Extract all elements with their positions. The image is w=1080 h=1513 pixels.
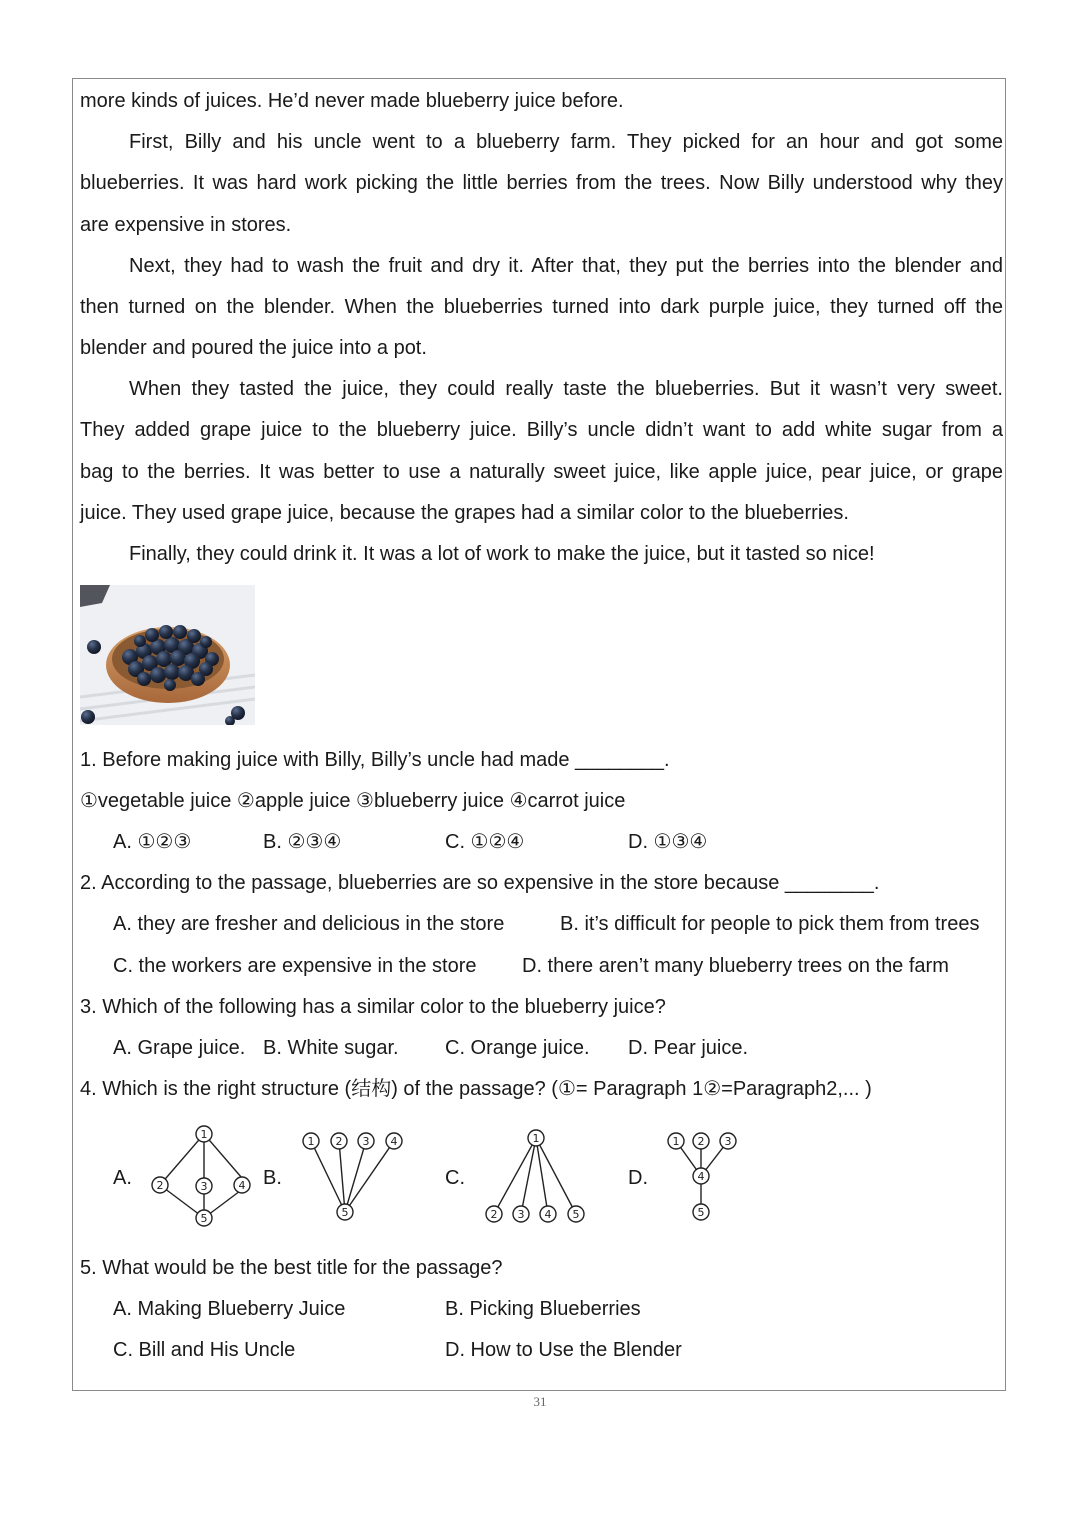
node-label: 4 bbox=[390, 1135, 398, 1148]
node-label: 1 bbox=[532, 1132, 540, 1145]
node-label: 2 bbox=[697, 1135, 705, 1148]
question-2-option-a: A. they are fresher and delicious in the store bbox=[113, 913, 505, 935]
passage-line: They added grape juice to the blueberry juice. Billy’s uncle didn’t want to add white sugar from a bbox=[80, 419, 1003, 441]
question-3-option-b: B. White sugar. bbox=[263, 1037, 399, 1059]
passage-line: When they tasted the juice, they could really taste the blueberries. But it wasn’t very sweet. bbox=[129, 378, 1003, 400]
question-5-option-d: D. How to Use the Blender bbox=[445, 1339, 682, 1361]
passage-line: First, Billy and his uncle went to a blueberry farm. They picked for an hour and got some bbox=[129, 131, 1003, 153]
question-2-option-c: C. the workers are expensive in the store bbox=[113, 955, 477, 977]
question-4-stem: 4. Which is the right structure (结构) of the passage? (①= Paragraph 1②=Paragraph2,... ) bbox=[80, 1078, 872, 1100]
node-label: 5 bbox=[697, 1206, 705, 1219]
node-label: 5 bbox=[341, 1206, 349, 1219]
node-label: 2 bbox=[490, 1208, 498, 1221]
node-label: 2 bbox=[335, 1135, 343, 1148]
node-label: 1 bbox=[672, 1135, 680, 1148]
question-1-option-d: D. ①③④ bbox=[628, 831, 708, 853]
question-4-option-a: A. bbox=[113, 1167, 132, 1189]
node-label: 5 bbox=[572, 1208, 580, 1221]
question-5-option-a: A. Making Blueberry Juice bbox=[113, 1298, 346, 1320]
node-label: 3 bbox=[200, 1180, 208, 1193]
question-3-option-c: C. Orange juice. bbox=[445, 1037, 590, 1059]
question-4-option-c: C. bbox=[445, 1167, 465, 1189]
page-number: 31 bbox=[533, 1394, 547, 1409]
question-1-items: ①vegetable juice ②apple juice ③blueberry juice ④carrot juice bbox=[80, 790, 626, 812]
question-4-option-d: D. bbox=[628, 1167, 648, 1189]
question-2-option-d: D. there aren’t many blueberry trees on the farm bbox=[522, 955, 949, 977]
node-label: 3 bbox=[724, 1135, 732, 1148]
question-2-stem: 2. According to the passage, blueberries are so expensive in the store because ________. bbox=[80, 872, 880, 894]
passage-line: more kinds of juices. He’d never made blueberry juice before. bbox=[80, 90, 624, 112]
passage-line: are expensive in stores. bbox=[80, 214, 292, 236]
node-label: 5 bbox=[200, 1212, 208, 1225]
node-label: 4 bbox=[544, 1208, 552, 1221]
question-4-option-b: B. bbox=[263, 1167, 282, 1189]
node-label: 3 bbox=[517, 1208, 525, 1221]
question-1-option-a: A. ①②③ bbox=[113, 831, 192, 853]
passage-line: blender and poured the juice into a pot. bbox=[80, 337, 427, 359]
question-5-stem: 5. What would be the best title for the passage? bbox=[80, 1257, 503, 1279]
question-2-option-b: B. it’s difficult for people to pick them from trees bbox=[560, 913, 980, 935]
node-label: 3 bbox=[362, 1135, 370, 1148]
passage-line: Next, they had to wash the fruit and dry it. After that, they put the berries into the blender and bbox=[129, 255, 1003, 277]
question-1-option-b: B. ②③④ bbox=[263, 831, 342, 853]
node-label: 1 bbox=[200, 1128, 208, 1141]
node-label: 1 bbox=[307, 1135, 315, 1148]
question-5-option-b: B. Picking Blueberries bbox=[445, 1298, 641, 1320]
passage-line: blueberries. It was hard work picking the little berries from the trees. Now Billy understood why they bbox=[80, 172, 1003, 194]
question-3-stem: 3. Which of the following has a similar color to the blueberry juice? bbox=[80, 996, 666, 1018]
passage-line: bag to the berries. It was better to use a naturally sweet juice, like apple juice, pear juice, or grape bbox=[80, 461, 1003, 483]
node-label: 2 bbox=[156, 1179, 164, 1192]
node-label: 4 bbox=[697, 1170, 705, 1183]
question-3-option-a: A. Grape juice. bbox=[113, 1037, 246, 1059]
passage-line: then turned on the blender. When the blueberries turned into dark purple juice, they turned off the bbox=[80, 296, 1003, 318]
question-5-option-c: C. Bill and His Uncle bbox=[113, 1339, 296, 1361]
question-3-option-d: D. Pear juice. bbox=[628, 1037, 749, 1059]
question-1-option-c: C. ①②④ bbox=[445, 831, 525, 853]
passage-line: juice. They used grape juice, because the grapes had a similar color to the blueberries. bbox=[80, 502, 849, 524]
passage-line: Finally, they could drink it. It was a lot of work to make the juice, but it tasted so nice! bbox=[129, 543, 875, 565]
question-1-stem: 1. Before making juice with Billy, Billy’s uncle had made ________. bbox=[80, 749, 670, 771]
node-label: 4 bbox=[238, 1179, 246, 1192]
